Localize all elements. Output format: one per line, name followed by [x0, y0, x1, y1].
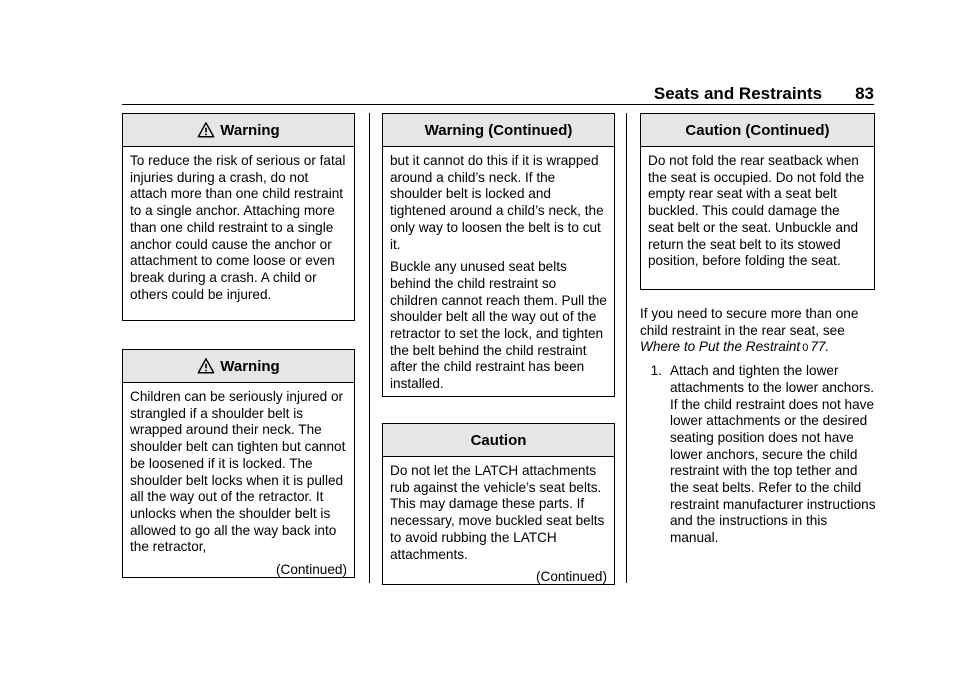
warning-box-2 — [122, 349, 355, 578]
reference-page: 77. — [810, 339, 830, 355]
cross-reference-link[interactable]: Where to Put the Restraint — [640, 339, 801, 355]
warning-box-2-text: Children can be seriously injured or strangled if a shoulder belt is wrapped around their neck. The shoulder belt can tighten but cannot be loosened if it is locked. The shoulder belt locks when it is pulled all the way out of the retractor. It unlocks when the shoulder belt is allowed to go all the way back into the retractor, — [130, 389, 346, 555]
column-divider-1 — [369, 113, 370, 583]
page-header — [122, 82, 874, 104]
warning-box-1-body — [123, 147, 354, 309]
continued-label: (Continued) — [275, 562, 347, 578]
warning-continued-header: Warning (Continued) — [383, 114, 614, 147]
page-number: 83 — [855, 84, 874, 103]
warning-continued-box — [382, 113, 615, 397]
intro-paragraph — [640, 306, 876, 357]
header-rule — [122, 104, 874, 105]
warning-continued-para-1: but it cannot do this if it is wrapped around a child’s neck. If the shoulder belt is locked and tightened around a child’s neck, the only way to loosen the belt is to cut it. — [390, 153, 604, 252]
caution-box — [382, 423, 615, 585]
body-text-column-3 — [640, 306, 876, 547]
step-text: Attach and tighten the lower attachments to the lower anchors. If the child restraint does not have lower attachments or the desired seating position does not have lower anchors, secure the child restraint with the top tether and the seat belts. Refer to the child restraint manufacturer instructions and the instructions in this manual. — [670, 363, 876, 546]
caution-box-text: Do not let the LATCH attachments rub against the vehicle’s seat belts. This may damage these parts. If necessary, move buckled seat belts to avoid rubbing the LATCH attachments. — [390, 463, 605, 562]
caution-continued-header: Caution (Continued) — [641, 114, 874, 147]
warning-box-1 — [122, 113, 355, 321]
warning-box-2-header — [123, 350, 354, 383]
step-number: 1. — [650, 363, 662, 379]
step-1 — [640, 363, 876, 547]
caution-continued-box — [640, 113, 875, 290]
warning-continued-body — [383, 147, 614, 399]
caution-box-header: Caution — [383, 424, 614, 457]
warning-box-2-body — [123, 383, 354, 580]
warning-box-2-title: Warning — [220, 357, 280, 375]
page-reference-icon: 0 — [802, 342, 809, 355]
warning-box-1-title: Warning — [220, 121, 280, 139]
warning-continued-para-2: Buckle any unused seat belts behind the child restraint so children cannot reach them. Pull the shoulder belt all the way out of the retractor to set the lock, and tighten the belt behind the child restraint after the child restraint has been installed. — [390, 259, 607, 392]
warning-box-1-text: To reduce the risk of serious or fatal injuries during a crash, do not attach more than one child restraint to a single anchor. Attaching more than one child restraint to a single anchor could cause the anchor or attachment to come loose or even break during a crash. A child or others could be injured. — [130, 153, 346, 302]
caution-box-body — [383, 457, 614, 587]
caution-continued-text: Do not fold the rear seatback when the seat is occupied. Do not fold the empty rear seat with a seat belt buckled. This could damage the seat belt or the seat. Unbuckle and return the seat belt to its stowed position, before folding the seat. — [648, 153, 865, 269]
caution-continued-body — [641, 147, 874, 276]
warning-box-1-header — [123, 114, 354, 147]
intro-text: If you need to secure more than one child restraint in the rear seat, see — [640, 306, 859, 338]
warning-triangle-icon — [197, 357, 215, 375]
warning-triangle-icon — [197, 121, 215, 139]
section-title: Seats and Restraints — [653, 84, 823, 103]
continued-label: (Continued) — [535, 569, 607, 585]
column-divider-2 — [626, 113, 627, 583]
